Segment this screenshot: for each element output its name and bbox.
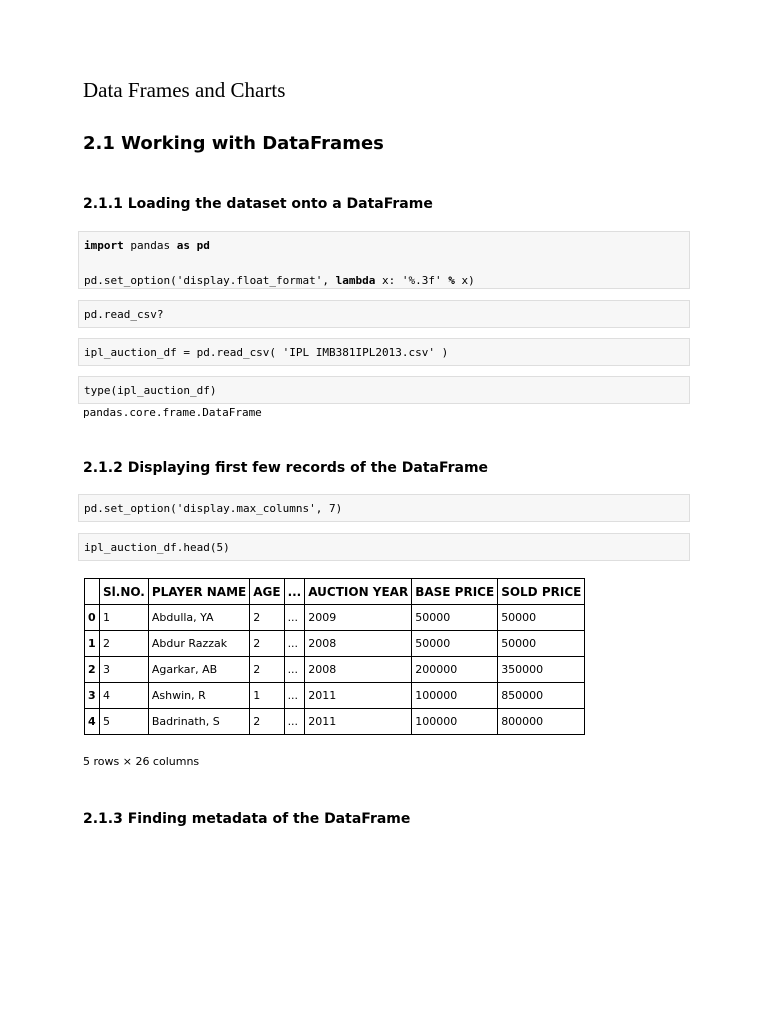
table-cell: 800000 — [498, 709, 585, 735]
table-cell: ... — [284, 683, 305, 709]
table-cell: 50000 — [498, 631, 585, 657]
table-cell: Agarkar, AB — [148, 657, 249, 683]
code-cell-read-csv[interactable] — [78, 338, 690, 366]
code-text: pandas — [123, 239, 177, 252]
table-row — [85, 631, 585, 657]
table-cell: 2 — [250, 709, 284, 735]
cell-output-type: pandas.core.frame.DataFrame — [83, 406, 262, 419]
table-row — [85, 683, 585, 709]
column-header: AGE — [250, 579, 284, 605]
table-cell: ... — [284, 605, 305, 631]
table-row — [85, 709, 585, 735]
table-cell: ... — [284, 657, 305, 683]
code-keyword: import — [84, 239, 124, 252]
table-row — [85, 657, 585, 683]
code-cell-read-csv-help[interactable] — [78, 300, 690, 328]
column-header: ... — [284, 579, 305, 605]
table-cell: 50000 — [498, 605, 585, 631]
row-index: 3 — [85, 683, 100, 709]
table-cell: 1 — [100, 605, 149, 631]
table-cell: 5 — [100, 709, 149, 735]
table-cell: 2009 — [305, 605, 412, 631]
table-cell: 1 — [250, 683, 284, 709]
table-cell: 350000 — [498, 657, 585, 683]
code-text: pd.read_csv? — [84, 308, 164, 321]
code-text: pd.set_option('display.max_columns', 7) — [84, 502, 343, 515]
subsection-heading-loading: 2.1.1 Loading the dataset onto a DataFrame — [83, 196, 433, 212]
dataframe-table — [84, 578, 585, 735]
row-index: 4 — [85, 709, 100, 735]
row-index: 1 — [85, 631, 100, 657]
table-cell: 50000 — [412, 631, 498, 657]
row-index: 0 — [85, 605, 100, 631]
column-header: SOLD PRICE — [498, 579, 585, 605]
code-keyword: pd — [189, 239, 210, 252]
code-text: ipl_auction_df = pd.read_csv( 'IPL IMB381IPL2013.csv' ) — [84, 346, 449, 359]
code-cell-set-option[interactable] — [78, 494, 690, 522]
code-text: type(ipl_auction_df) — [84, 384, 217, 397]
table-cell: 100000 — [412, 709, 498, 735]
code-text: x) — [454, 274, 475, 287]
column-header: Sl.NO. — [100, 579, 149, 605]
section-heading: 2.1 Working with DataFrames — [83, 133, 384, 154]
table-cell: 50000 — [412, 605, 498, 631]
table-cell: 100000 — [412, 683, 498, 709]
table-cell: 4 — [100, 683, 149, 709]
code-keyword: lambda — [335, 274, 376, 287]
table-row — [85, 605, 585, 631]
table-cell: Abdulla, YA — [148, 605, 249, 631]
table-cell: 3 — [100, 657, 149, 683]
table-cell: Badrinath, S — [148, 709, 249, 735]
column-header: BASE PRICE — [412, 579, 498, 605]
table-cell: 2 — [100, 631, 149, 657]
code-text: ipl_auction_df.head(5) — [84, 541, 230, 554]
table-cell: 2011 — [305, 709, 412, 735]
code-cell-import[interactable] — [78, 231, 690, 289]
row-index: 2 — [85, 657, 100, 683]
table-cell: 2008 — [305, 631, 412, 657]
table-cell: 2011 — [305, 683, 412, 709]
table-cell: Abdur Razzak — [148, 631, 249, 657]
code-cell-head[interactable] — [78, 533, 690, 561]
code-keyword: % — [448, 274, 455, 287]
table-cell: 200000 — [412, 657, 498, 683]
table-cell: ... — [284, 709, 305, 735]
table-cell: ... — [284, 631, 305, 657]
subsection-heading-displaying: 2.1.2 Displaying first few records of the DataFrame — [83, 460, 489, 476]
table-header-row — [85, 579, 585, 605]
page-title: Data Frames and Charts — [83, 78, 286, 102]
column-header — [85, 579, 100, 605]
subsection-heading-metadata: 2.1.3 Finding metadata of the DataFrame — [83, 811, 411, 827]
table-cell: Ashwin, R — [148, 683, 249, 709]
table-cell: 2 — [250, 631, 284, 657]
table-cell: 2 — [250, 605, 284, 631]
code-text: pd.set_option('display.float_format', — [84, 274, 336, 287]
code-cell-type[interactable] — [78, 376, 690, 404]
table-cell: 850000 — [498, 683, 585, 709]
column-header: PLAYER NAME — [148, 579, 249, 605]
code-keyword: as — [176, 239, 190, 252]
code-text: x: '%.3f' — [375, 274, 449, 287]
dataframe-shape-note: 5 rows × 26 columns — [83, 755, 200, 768]
table-cell: 2 — [250, 657, 284, 683]
column-header: AUCTION YEAR — [305, 579, 412, 605]
table-cell: 2008 — [305, 657, 412, 683]
